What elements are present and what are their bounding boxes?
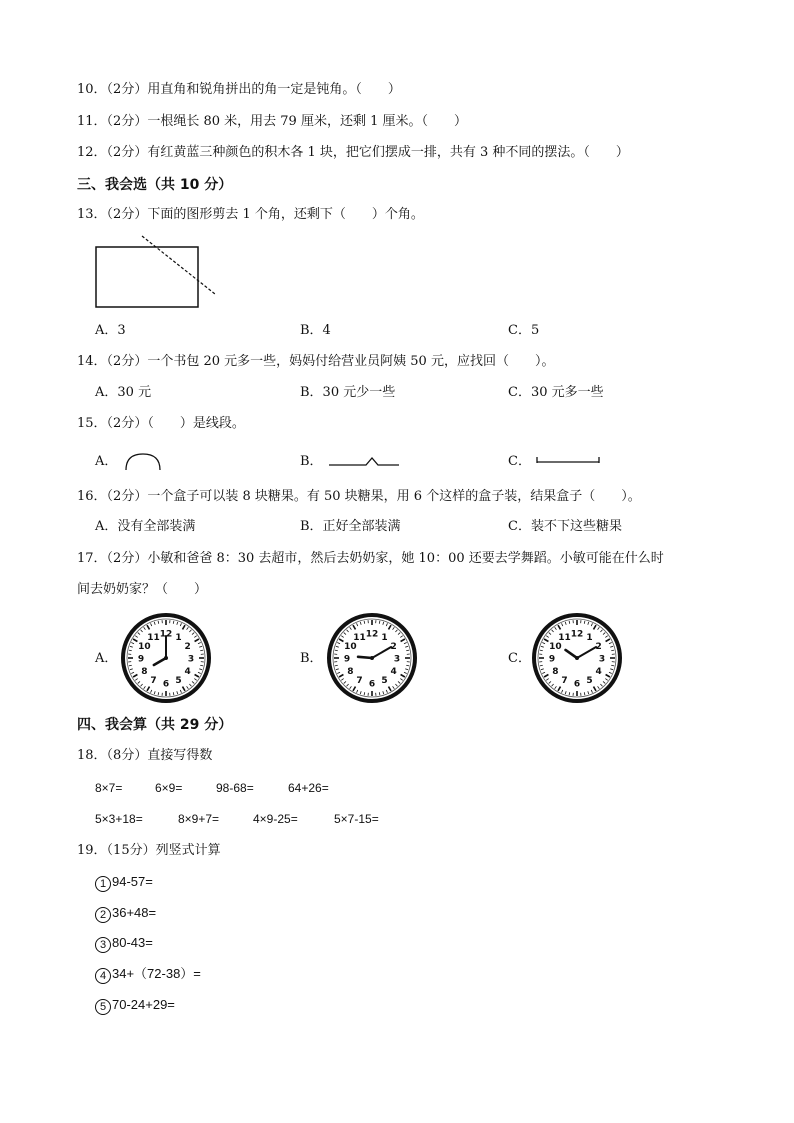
vertical-calc-item — [95, 934, 153, 953]
vertical-calc-item — [95, 904, 156, 923]
q15-option-a[interactable]: A． — [95, 454, 118, 469]
q14-option-a[interactable]: A．30 元 — [95, 385, 152, 400]
broken-line-shape — [326, 452, 402, 470]
q15-option-c[interactable]: C． — [508, 454, 531, 469]
question-15 — [77, 415, 245, 433]
vertical-calc-item — [95, 996, 175, 1015]
question-17 — [77, 550, 664, 568]
clock-icon — [530, 612, 624, 704]
q15-option-b[interactable]: B． — [300, 454, 323, 469]
circled-number: 4 — [95, 968, 111, 984]
clock-number: 7 — [561, 676, 568, 687]
circled-number: 3 — [95, 937, 111, 953]
clock-number: 7 — [150, 676, 157, 687]
line-segment-shape — [534, 452, 602, 470]
q13-option-c[interactable]: C．5 — [508, 323, 540, 338]
question-score: （2分） — [106, 416, 148, 431]
calc-item: 4×9-25= — [253, 812, 298, 826]
question-score: （2分） — [106, 114, 148, 129]
question-number: 13． — [77, 207, 107, 222]
question-text: 下面的图形剪去 1 个角，还剩下（ ）个角。 — [147, 207, 424, 222]
clock-number: 1 — [175, 632, 182, 643]
question-text: （ ）是线段。 — [147, 416, 245, 431]
calc-item: 8×7= — [95, 781, 123, 795]
circled-number: 5 — [95, 999, 111, 1015]
question-score: （15分） — [106, 843, 156, 858]
question-text: 用直角和锐角拼出的角一定是钝角。（ ） — [147, 82, 401, 97]
question-13 — [77, 206, 424, 224]
clock-number: 8 — [552, 667, 559, 677]
q14-option-b[interactable]: B．30 元少一些 — [300, 385, 396, 400]
question-score: （8分） — [106, 748, 148, 763]
rectangle-cut-figure — [90, 232, 220, 312]
clock-number: 4 — [184, 667, 191, 677]
calc-expression: 80-43= — [112, 935, 153, 950]
question-number: 10． — [77, 82, 107, 97]
clock-number: 3 — [598, 654, 606, 665]
question-score: （2分） — [106, 354, 148, 369]
section-title-calculation: 四、我会算（共 29 分） — [77, 717, 233, 733]
clock-number: 11 — [147, 632, 160, 643]
clock-number: 11 — [558, 632, 571, 643]
clock-number: 5 — [381, 676, 388, 687]
clock-number: 2 — [184, 642, 191, 652]
q16-option-c[interactable]: C．装不下这些糖果 — [508, 519, 622, 534]
clock-number: 12 — [159, 629, 173, 640]
clock-number: 8 — [347, 667, 354, 677]
calc-expression: 36+48= — [112, 905, 157, 920]
q17-option-c[interactable]: C． — [508, 651, 531, 666]
question-18 — [77, 747, 212, 765]
question-19 — [77, 842, 221, 860]
calc-item: 8×9+7= — [178, 812, 220, 826]
clock-hour-hand — [358, 657, 372, 658]
question-number: 17． — [77, 551, 107, 566]
clock-number: 1 — [381, 632, 388, 643]
question-number: 12． — [77, 145, 107, 160]
question-number: 18． — [77, 748, 107, 763]
clock-number: 5 — [175, 676, 182, 687]
q14-option-c[interactable]: C．30 元多一些 — [508, 385, 604, 400]
calc-item: 5×3+18= — [95, 812, 143, 826]
clock-icon — [119, 612, 213, 704]
q16-option-b[interactable]: B．正好全部装满 — [300, 519, 401, 534]
clock-number: 6 — [162, 679, 170, 690]
clock-number: 11 — [353, 632, 366, 643]
clock-number: 4 — [390, 667, 397, 677]
clock-number: 3 — [187, 654, 195, 665]
question-12 — [77, 144, 629, 162]
question-number: 19． — [77, 843, 107, 858]
question-text: 小敏和爸爸 8：30 去超市，然后去奶奶家，她 10：00 还要去学舞蹈。小敏可能在什么时 — [147, 551, 664, 566]
question-text: 有红黄蓝三种颜色的积木各 1 块，把它们摆成一排，共有 3 种不同的摆法。（ ） — [147, 145, 629, 160]
calc-item: 64+26= — [288, 781, 329, 795]
question-10 — [77, 81, 401, 99]
calc-expression: 34+（72-38）= — [112, 966, 201, 981]
clock-number: 2 — [390, 642, 397, 652]
calc-expression: 94-57= — [112, 874, 153, 889]
vertical-calc-item — [95, 965, 201, 984]
clock-number: 9 — [343, 654, 351, 665]
question-11 — [77, 113, 467, 131]
clock-number: 3 — [393, 654, 401, 665]
question-number: 15． — [77, 416, 107, 431]
question-number: 14． — [77, 354, 107, 369]
question-16 — [77, 488, 641, 506]
clock-number: 2 — [595, 642, 602, 652]
clock-number: 5 — [586, 676, 593, 687]
clock-number: 10 — [549, 642, 562, 652]
q17-option-a[interactable]: A． — [95, 651, 118, 666]
question-score: （2分） — [106, 489, 148, 504]
circled-number: 1 — [95, 876, 111, 892]
question-14 — [77, 353, 554, 371]
clock-number: 8 — [141, 667, 148, 677]
calc-item: 98-68= — [216, 781, 254, 795]
calc-item: 5×7-15= — [334, 812, 379, 826]
q13-option-b[interactable]: B．4 — [300, 323, 331, 338]
clock-number: 10 — [344, 642, 357, 652]
question-score: （2分） — [106, 551, 148, 566]
question-text: 一个盒子可以装 8 块糖果。有 50 块糖果，用 6 个这样的盒子装，结果盒子（ ）。 — [147, 489, 641, 504]
clock-number: 4 — [595, 667, 602, 677]
question-number: 16． — [77, 489, 107, 504]
clock-number: 6 — [368, 679, 376, 690]
question-17-continued: 间去奶奶家？（ ） — [77, 582, 208, 597]
clock-icon — [325, 612, 419, 704]
clock-number: 12 — [570, 629, 584, 640]
calc-item: 6×9= — [155, 781, 183, 795]
question-text: 一个书包 20 元多一些，妈妈付给营业员阿姨 50 元，应找回（ ）。 — [147, 354, 555, 369]
clock-number: 10 — [138, 642, 151, 652]
q17-option-b[interactable]: B． — [300, 651, 323, 666]
question-text: 一根绳长 80 米，用去 79 厘米，还剩 1 厘米。（ ） — [147, 114, 467, 129]
question-score: （2分） — [106, 145, 148, 160]
q16-option-a[interactable]: A．没有全部装满 — [95, 519, 196, 534]
clock-number: 7 — [356, 676, 363, 687]
question-score: （2分） — [106, 82, 148, 97]
question-score: （2分） — [106, 207, 148, 222]
calc-expression: 70-24+29= — [112, 997, 175, 1012]
clock-number: 9 — [137, 654, 145, 665]
arc-shape — [122, 450, 164, 472]
section-title-choice: 三、我会选（共 10 分） — [77, 177, 233, 193]
q13-option-a[interactable]: A．3 — [95, 323, 126, 338]
question-text: 列竖式计算 — [155, 843, 221, 858]
circled-number: 2 — [95, 907, 111, 923]
clock-number: 1 — [586, 632, 593, 643]
question-text: 直接写得数 — [147, 748, 213, 763]
clock-number: 9 — [548, 654, 556, 665]
clock-number: 12 — [365, 629, 379, 640]
question-number: 11． — [77, 114, 107, 129]
vertical-calc-item — [95, 873, 153, 892]
clock-number: 6 — [573, 679, 581, 690]
